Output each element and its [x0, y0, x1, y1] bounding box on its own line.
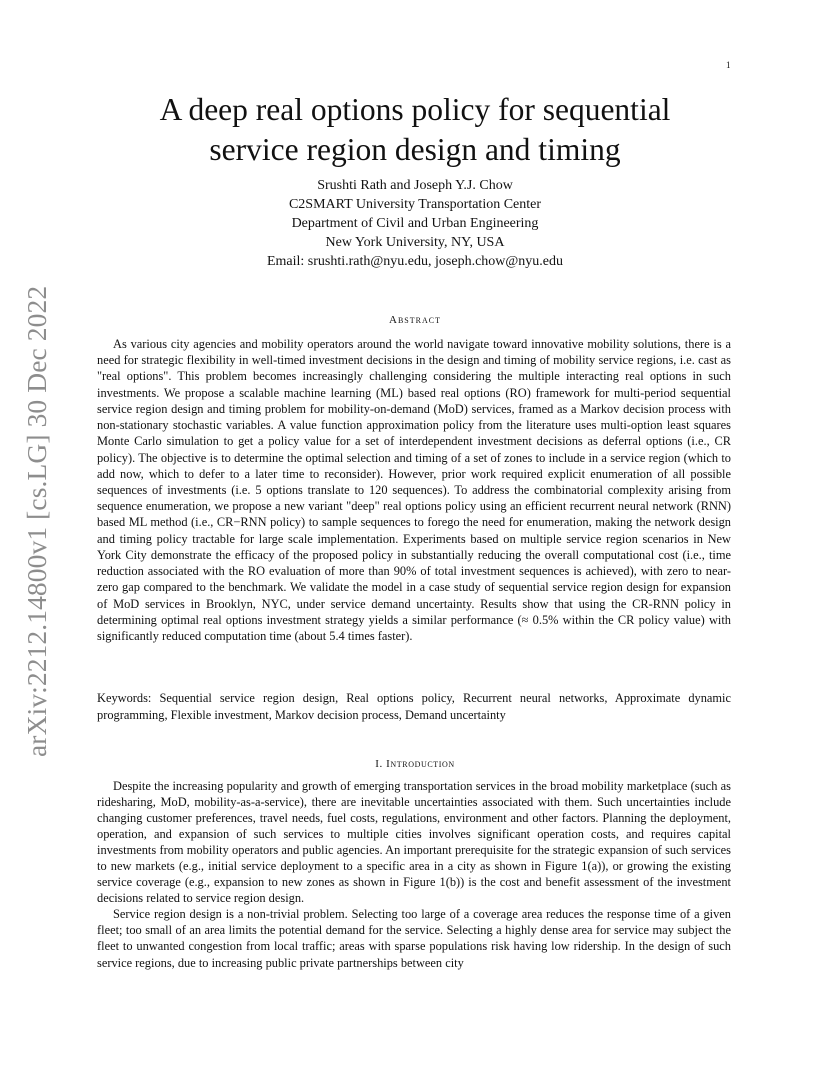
keywords: Keywords: Sequential service region design, Real options policy, Recurrent neural networks, Approximate dynamic programming, Flexible investment, Markov decision process, Demand uncertainty: [97, 691, 731, 722]
title-line-1: A deep real options policy for sequential: [159, 92, 671, 127]
arxiv-stamp: arXiv:2212.14800v1 [cs.LG] 30 Dec 2022: [21, 285, 52, 757]
title-block: [96, 90, 734, 170]
title-line-2: service region design and timing: [209, 132, 621, 167]
authors-block: [96, 176, 734, 271]
introduction-paragraph-2: Service region design is a non-trivial problem. Selecting too large of a coverage area reduces the response time of a given fleet; too small of an area limits the potential demand for the service. Selecting a highly dense area for service may subject the fleet to unwanted congestion from local traffic; areas with sparse populations risk having low ridership. In the design of such service regions, due to increasing public private partnerships between city: [97, 907, 731, 970]
section-heading-introduction: I. Introduction: [375, 758, 455, 770]
abstract-body: As various city agencies and mobility operators around the world navigate toward innovative mobility solutions, there is a need for strategic flexibility in well-timed investment decisions in the design and timing of mobility service regions, i.e. cast as "real options". This problem becomes increasingly challenging considering the multiple interacting real options in such investments. We propose a scalable machine learning (ML) based real options (RO) framework for multi-period sequential service region design and timing problem for mobility-on-demand (MoD) services, framed as a Markov decision process with non-stationary stochastic variables. A value function approximation policy from the literature uses multi-option least squares Monte Carlo simulation to get a policy value for a set of interdependent investment decisions as deferral options (i.e., CR policy). The objective is to determine the optimal selection and timing of a set of zones to include in a service region (which to add now, which to defer to a later time to reconsider). However, prior work required explicit enumeration of all possible sequences of investments (i.e. 5 options translate to 120 sequences). To address the combinatorial complexity arising from sequence enumeration, we propose a new variant "deep" real options policy using an efficient recurrent neural network (RNN) based ML method (i.e., CR−RNN policy) to sample sequences to forego the need for enumeration, making the network design and timing policy tractable for large scale implementation. Experiments based on multiple service region scenarios in New York City demonstrate the efficacy of the proposed policy in substantially reducing the overall computational cost (i.e., time reduction associated with the RO evaluation of more than 90% of total investment sequences is achieved), with zero to near-zero gap compared to the benchmark. We validate the model in a case study of sequential service region design for expansion of MoD services in Brooklyn, NYC, under service demand uncertainty. Results show that using the CR-RNN policy in determining optimal real options investment strategy yields a similar performance (≈ 0.5% within the CR policy value) with significantly reduced computation time (about 5.4 times faster).: [97, 337, 731, 643]
author-names: Srushti Rath and Joseph Y.J. Chow: [317, 178, 513, 193]
author-email: Email: srushti.rath@nyu.edu, joseph.chow@nyu.edu: [266, 254, 564, 269]
affiliation-1: C2SMART University Transportation Center: [288, 197, 542, 212]
introduction-paragraph-1: Despite the increasing popularity and growth of emerging transportation services in the broad mobility marketplace (such as ridesharing, MoD, mobility-as-a-service), there are inevitable uncertainties associated with them. Such uncertainties include changing customer preferences, travel needs, fuel costs, regulations, environment and other factors. Planning the deployment, operation, and expansion of such services to multiple cities involves significant operation costs, and requires capital investments from mobility operators and public agencies. An important prerequisite for the strategic expansion of such services to new markets (e.g., initial service deployment to a specific area in a city as shown in Figure 1(a)), or growing the existing service coverage (e.g., expansion to new zones as shown in Figure 1(b)) is the cost and benefit assessment of the investment decisions related to service region design.: [97, 779, 731, 906]
page-number: 1: [726, 60, 731, 70]
affiliation-3: New York University, NY, USA: [325, 235, 505, 250]
affiliation-2: Department of Civil and Urban Engineering: [291, 216, 539, 231]
abstract-heading: Abstract: [389, 314, 441, 326]
introduction-body: [97, 778, 731, 971]
paper-title: [96, 90, 734, 170]
